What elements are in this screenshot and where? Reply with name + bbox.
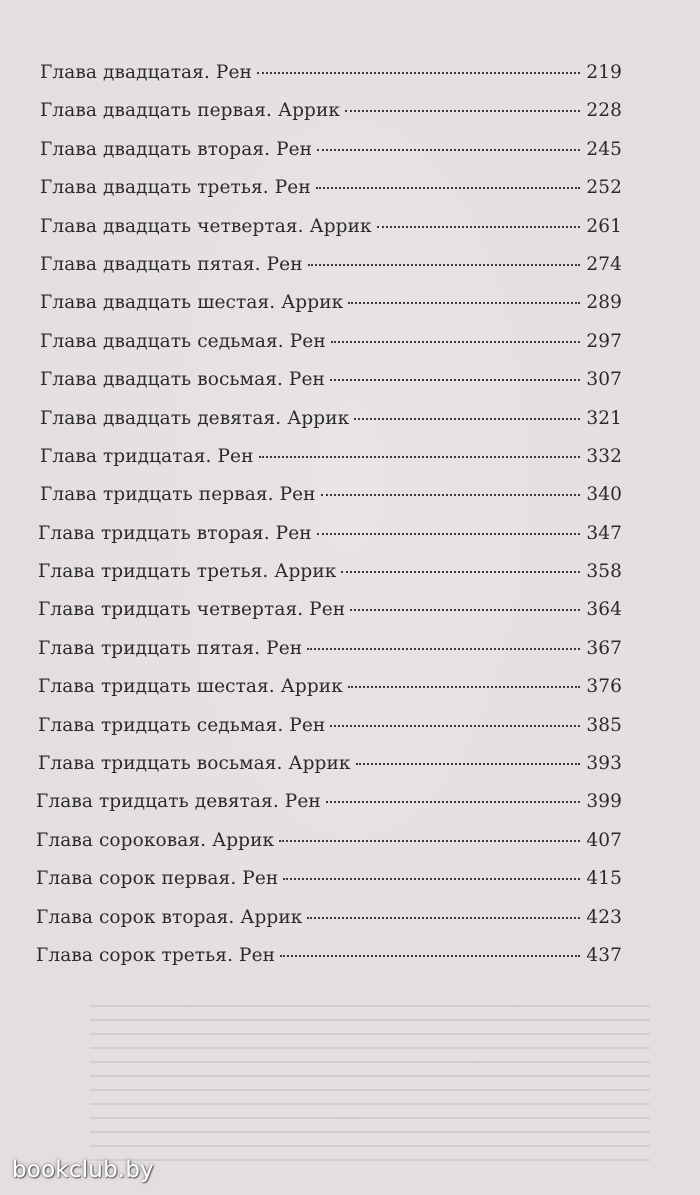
dot-leader [350, 609, 580, 611]
toc-entry-title: Глава двадцать третья. Рен [40, 177, 311, 199]
dot-leader [307, 648, 580, 650]
dot-leader [259, 456, 580, 458]
table-of-contents [36, 62, 622, 983]
dot-leader [317, 533, 580, 535]
toc-entry-title: Глава двадцать вторая. Рен [40, 138, 313, 160]
toc-entry [38, 561, 622, 599]
toc-entry [40, 216, 622, 254]
toc-entry-page-number: 364 [586, 599, 622, 621]
toc-entry-page-number: 261 [586, 215, 622, 237]
dot-leader [280, 955, 580, 957]
toc-entry [40, 254, 622, 292]
toc-entry-page-number: 423 [586, 906, 622, 928]
toc-entry-page-number: 393 [586, 753, 622, 775]
toc-entry [40, 369, 622, 407]
toc-entry-page-number: 347 [586, 522, 622, 544]
toc-entry [36, 868, 622, 906]
toc-entry-title: Глава тридцать первая. Рен [40, 484, 316, 506]
toc-entry [38, 599, 622, 637]
dot-leader [283, 878, 580, 880]
dot-leader [330, 725, 580, 727]
dot-leader [279, 840, 580, 842]
toc-entry-page-number: 228 [586, 100, 622, 122]
toc-entry-page-number: 245 [586, 138, 622, 160]
toc-entry-title: Глава тридцать седьмая. Рен [38, 714, 326, 736]
toc-entry-page-number: 437 [586, 944, 622, 966]
toc-entry-page-number: 415 [586, 868, 622, 890]
toc-entry [38, 715, 622, 753]
toc-entry-page-number: 340 [586, 484, 622, 506]
toc-entry-page-number: 407 [586, 829, 622, 851]
toc-entry-title: Глава сорок первая. Рен [36, 868, 279, 890]
toc-entry-page-number: 307 [586, 369, 622, 391]
toc-entry-title: Глава тридцать третья. Аррик [38, 561, 337, 583]
toc-entry-page-number: 289 [586, 292, 622, 314]
dot-leader [308, 264, 580, 266]
dot-leader [348, 302, 580, 304]
dot-leader [257, 72, 580, 74]
dot-leader [317, 149, 580, 151]
toc-entry [40, 446, 622, 484]
toc-entry-page-number: 332 [586, 445, 622, 467]
toc-entry-title: Глава двадцать седьмая. Рен [40, 330, 326, 352]
toc-entry-page-number: 219 [586, 62, 622, 83]
dot-leader [330, 379, 580, 381]
toc-entry [38, 523, 622, 561]
toc-entry [38, 638, 622, 676]
show-through-text [90, 1005, 650, 1165]
toc-entry-title: Глава двадцать пятая. Рен [40, 253, 303, 275]
dot-leader [345, 110, 580, 112]
toc-entry [40, 292, 622, 330]
toc-entry [36, 945, 622, 983]
toc-entry-title: Глава тридцать четвертая. Рен [38, 599, 346, 621]
toc-entry [40, 484, 622, 522]
toc-entry-page-number: 399 [586, 791, 622, 813]
toc-entry-title: Глава двадцать девятая. Аррик [40, 407, 350, 429]
dot-leader [354, 418, 580, 420]
toc-entry-title: Глава тридцать пятая. Рен [38, 637, 303, 659]
toc-entry-title: Глава сорок вторая. Аррик [36, 906, 303, 928]
toc-entry [40, 139, 622, 177]
toc-entry-title: Глава тридцать шестая. Аррик [38, 676, 343, 698]
toc-entry [40, 331, 622, 369]
toc-entry-page-number: 274 [586, 253, 622, 275]
dot-leader [321, 494, 580, 496]
toc-entry-title: Глава двадцать первая. Аррик [40, 100, 341, 122]
dot-leader [356, 763, 580, 765]
toc-entry-title: Глава двадцать восьмая. Рен [40, 369, 325, 391]
toc-entry-title: Глава сорок третья. Рен [36, 944, 276, 966]
toc-entry-title: Глава тридцатая. Рен [40, 445, 254, 467]
dot-leader [307, 917, 580, 919]
dot-leader [326, 801, 580, 803]
toc-entry [40, 100, 622, 138]
toc-entry-page-number: 321 [586, 407, 622, 429]
dot-leader [377, 226, 580, 228]
dot-leader [331, 341, 580, 343]
toc-entry-page-number: 358 [586, 561, 622, 583]
toc-entry [38, 676, 622, 714]
toc-entry-title: Глава тридцать девятая. Рен [36, 791, 321, 813]
toc-entry [40, 62, 622, 100]
toc-entry-page-number: 252 [586, 177, 622, 199]
toc-entry-title: Глава двадцатая. Рен [40, 62, 252, 83]
dot-leader [316, 187, 580, 189]
toc-entry [36, 830, 622, 868]
toc-entry [36, 907, 622, 945]
toc-entry-page-number: 297 [586, 330, 622, 352]
toc-entry-title: Глава тридцать восьмая. Аррик [38, 753, 351, 775]
toc-entry-title: Глава двадцать шестая. Аррик [40, 292, 344, 314]
toc-entry-page-number: 385 [586, 714, 622, 736]
dot-leader [348, 686, 580, 688]
toc-entry-page-number: 376 [586, 676, 622, 698]
toc-entry-title: Глава сороковая. Аррик [36, 829, 275, 851]
toc-entry [36, 791, 622, 829]
toc-entry-page-number: 367 [586, 637, 622, 659]
toc-entry [38, 753, 622, 791]
dot-leader [341, 571, 580, 573]
site-watermark: bookclub.by [12, 1157, 154, 1183]
toc-entry [40, 408, 622, 446]
toc-entry-title: Глава двадцать четвертая. Аррик [40, 215, 372, 237]
toc-entry-title: Глава тридцать вторая. Рен [38, 522, 312, 544]
toc-entry [40, 177, 622, 215]
